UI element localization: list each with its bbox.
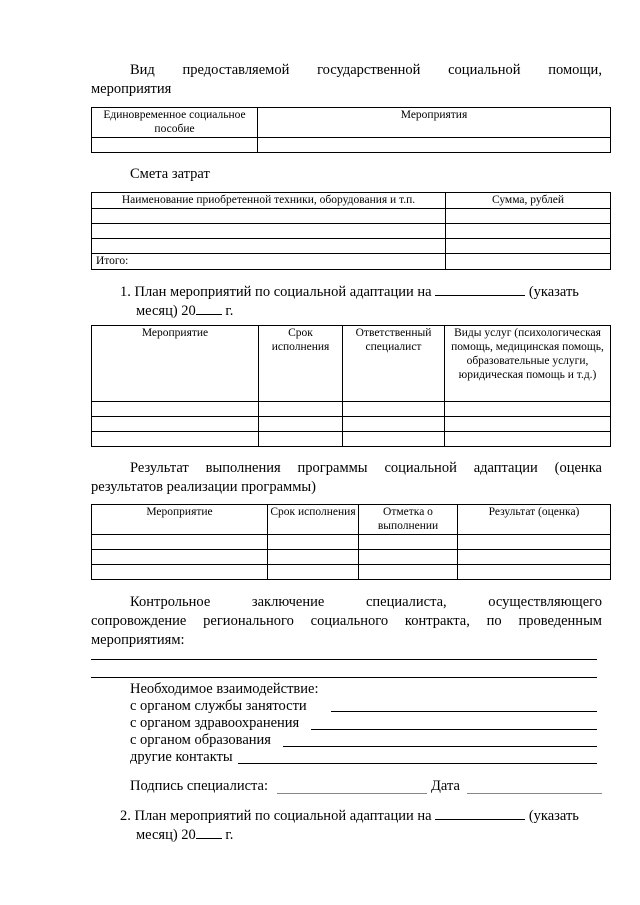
signature-label: Подпись специалиста: [130, 778, 268, 794]
year-blank[interactable] [196, 826, 222, 839]
conclusion-heading-end: мероприятиям: [91, 632, 185, 648]
assistance-type-heading [130, 61, 602, 80]
month-blank[interactable] [435, 807, 525, 820]
heading-word: социальной [384, 460, 457, 476]
header-cell: Срок исполнения [268, 505, 359, 535]
heading-word: проведенным [518, 613, 602, 629]
table-cell[interactable] [446, 209, 611, 224]
result-heading [130, 459, 602, 478]
table-cell[interactable] [343, 432, 445, 447]
table-cell[interactable] [92, 432, 259, 447]
month-blank[interactable] [435, 283, 525, 296]
plan-1-table [91, 325, 611, 447]
table-cell[interactable] [268, 550, 359, 565]
table-cell[interactable] [268, 565, 359, 580]
year-prefix: месяц) 20 [136, 827, 196, 843]
plan-heading-text: План мероприятий по социальной адаптации на [134, 808, 432, 824]
header-cell: Наименование приобретенной техники, оборудования и т.п. [92, 193, 446, 209]
table-cell[interactable] [458, 550, 611, 565]
plan-heading-text: План мероприятий по социальной адаптации на [134, 284, 432, 300]
header-cell: Мероприятия [258, 108, 611, 138]
header-cell: Единовременное социальное пособие [92, 108, 258, 138]
year-blank[interactable] [196, 302, 222, 315]
date-blank[interactable] [467, 793, 602, 794]
table-cell[interactable] [446, 239, 611, 254]
table-cell[interactable] [359, 565, 458, 580]
table-cell[interactable] [92, 565, 268, 580]
conclusion-line[interactable] [91, 677, 597, 678]
table-cell[interactable] [259, 432, 343, 447]
heading-word: контракта, [404, 613, 470, 629]
total-value-cell[interactable] [446, 254, 611, 270]
heading-word: предоставляемой [182, 62, 290, 78]
heading-word: (оценка [554, 460, 602, 476]
table-cell[interactable] [259, 417, 343, 432]
table-cell[interactable] [92, 239, 446, 254]
header-cell: Результат (оценка) [458, 505, 611, 535]
interaction-item: другие контакты [130, 749, 233, 765]
table-cell[interactable] [259, 402, 343, 417]
budget-table [91, 192, 611, 270]
heading-word: социальной [448, 62, 521, 78]
table-cell[interactable] [92, 209, 446, 224]
heading-word: специалиста, [365, 594, 447, 610]
plan-1-heading [120, 283, 600, 302]
header-cell: Виды услуг (психологическая помощь, медицинская помощь, образовательные услуги, юридическая помощь и т.д.) [445, 326, 611, 402]
heading-word: заключение [251, 594, 325, 610]
table-cell[interactable] [268, 535, 359, 550]
table-cell[interactable] [458, 535, 611, 550]
table-cell[interactable] [343, 417, 445, 432]
assistance-type-table [91, 107, 611, 153]
heading-word: Результат [130, 460, 189, 476]
header-cell: Срок исполнения [259, 326, 343, 402]
table-cell[interactable] [359, 550, 458, 565]
header-cell: Мероприятие [92, 505, 268, 535]
table-cell[interactable] [445, 402, 611, 417]
header-cell: Сумма, рублей [446, 193, 611, 209]
table-cell[interactable] [92, 417, 259, 432]
heading-word: адаптации [473, 460, 538, 476]
signature-blank[interactable] [277, 793, 427, 794]
heading-word: регионального [203, 613, 294, 629]
interaction-item: с органом службы занятости [130, 698, 307, 714]
total-label: Итого: [92, 254, 446, 270]
table-cell[interactable] [445, 417, 611, 432]
year-prefix: месяц) 20 [136, 303, 196, 319]
list-number: 1. [120, 284, 131, 300]
result-heading-cont: результатов реализации программы) [91, 479, 316, 495]
heading-word: государственной [317, 62, 421, 78]
heading-word: программы [297, 460, 368, 476]
table-cell[interactable] [92, 550, 268, 565]
list-number: 2. [120, 808, 131, 824]
plan-heading-after-blank: (указать [528, 808, 579, 824]
table-cell[interactable] [92, 402, 259, 417]
interaction-item: с органом образования [130, 732, 271, 748]
heading-word: социального [310, 613, 389, 629]
plan-1-heading-cont [136, 302, 233, 321]
heading-word: Контрольное [130, 594, 211, 610]
table-cell[interactable] [92, 138, 258, 153]
heading-word: осуществляющего [488, 594, 602, 610]
assistance-type-heading-cont: мероприятия [91, 81, 172, 97]
interaction-blank[interactable] [331, 711, 597, 712]
table-cell[interactable] [458, 565, 611, 580]
heading-word: сопровождение [91, 613, 187, 629]
plan-2-heading [120, 807, 600, 826]
plan-heading-after-blank: (указать [528, 284, 579, 300]
interaction-blank[interactable] [311, 729, 597, 730]
year-suffix: г. [225, 303, 234, 319]
conclusion-heading-cont [91, 612, 602, 631]
interaction-item: с органом здравоохранения [130, 715, 300, 731]
conclusion-line[interactable] [91, 659, 597, 660]
table-cell[interactable] [446, 224, 611, 239]
heading-word: выполнения [205, 460, 281, 476]
conclusion-heading [130, 593, 602, 612]
heading-word: по [486, 613, 502, 629]
table-cell[interactable] [92, 224, 446, 239]
header-cell: Мероприятие [92, 326, 259, 402]
header-cell: Ответственный специалист [343, 326, 445, 402]
date-label: Дата [431, 778, 460, 794]
result-table [91, 504, 611, 580]
table-cell[interactable] [445, 432, 611, 447]
budget-title: Смета затрат [130, 166, 210, 182]
table-cell[interactable] [258, 138, 611, 153]
heading-word: помощи, [548, 62, 602, 78]
header-cell: Отметка о выполнении [359, 505, 458, 535]
heading-word: Вид [130, 62, 155, 78]
plan-2-heading-cont [136, 826, 233, 845]
year-suffix: г. [225, 827, 234, 843]
table-cell[interactable] [343, 402, 445, 417]
interaction-blank[interactable] [238, 763, 597, 764]
interaction-title: Необходимое взаимодействие: [130, 681, 319, 697]
table-cell[interactable] [92, 535, 268, 550]
table-cell[interactable] [359, 535, 458, 550]
interaction-blank[interactable] [283, 746, 597, 747]
